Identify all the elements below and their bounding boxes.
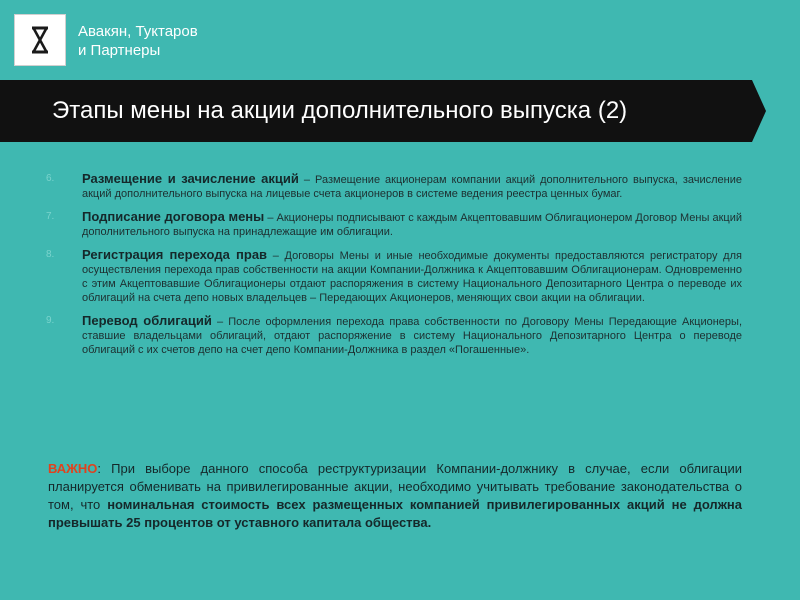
company-logo bbox=[14, 14, 66, 66]
step-text: – Договоры Мены и иные необходимые документы предоставляются регистратору для осуществления перехода прав собственности на акции Компании-Должника к Акцептовавшим Облигационерам. Одновременно с этим Акцептовавшие Облигационеры отдают распоряжения в систему Национального Депозитарного Центра о переводе их облигаций на счета депо новых владельцев – Передающих Акционеров, меняющих свои акции на облигации. bbox=[82, 250, 742, 304]
step-heading: Размещение и зачисление акций bbox=[82, 171, 299, 186]
step-item bbox=[46, 314, 742, 357]
step-item bbox=[46, 248, 742, 305]
step-text: – После оформления перехода права собственности по Договору Мены Передающие Акционеры, ставшие владельцами облигаций, отдают распоряжение в систему Национального Депозитарного Центра о переводе облигаций с их счетов депо на счет депо Компании-Должника в раздел «Погашенные». bbox=[82, 316, 743, 356]
note-colon: : bbox=[97, 461, 102, 476]
steps-list bbox=[46, 172, 742, 366]
hourglass-logo-icon bbox=[15, 15, 65, 65]
note-end: . bbox=[427, 515, 432, 530]
step-heading: Перевод облигаций bbox=[82, 313, 212, 328]
note-text: При выборе данного способа реструктуризации Компании-должнику в случае, если облигации планируется обменивать на привилегированные акции, необходимо учитывать требование законодательства о том, что bbox=[48, 461, 742, 512]
step-text: – Акционеры подписывают с каждым Акцептовавшим Облигационером Договор Мены акций дополнительного выпуска на принадлежащие им облигации. bbox=[82, 212, 742, 238]
step-number: 6. bbox=[46, 173, 55, 184]
step-text: – Размещение акционерам компании акций дополнительного выпуска, зачисление акций дополнительного выпуска на лицевые счета акционеров в системе ведения реестра ценных бумаг. bbox=[82, 174, 742, 200]
note-label: ВАЖНО bbox=[48, 461, 98, 476]
step-number: 8. bbox=[46, 249, 55, 260]
step-item bbox=[46, 172, 742, 201]
step-number: 7. bbox=[46, 211, 55, 222]
page-title: Этапы мены на акции дополнительного выпуска (2) bbox=[52, 97, 628, 124]
note-bold-text: номинальная стоимость всех размещенных компанией привилегированных акций не должна превышать 25 процентов от уставного капитала общества bbox=[48, 497, 742, 530]
company-name bbox=[78, 22, 198, 60]
step-item bbox=[46, 210, 742, 239]
company-name-line2: и Партнеры bbox=[78, 42, 161, 59]
important-note bbox=[48, 460, 742, 532]
step-heading: Регистрация перехода прав bbox=[82, 247, 268, 262]
step-heading: Подписание договора мены bbox=[82, 209, 265, 224]
company-name-line1: Авакян, Туктаров bbox=[78, 23, 198, 40]
step-number: 9. bbox=[46, 315, 55, 326]
